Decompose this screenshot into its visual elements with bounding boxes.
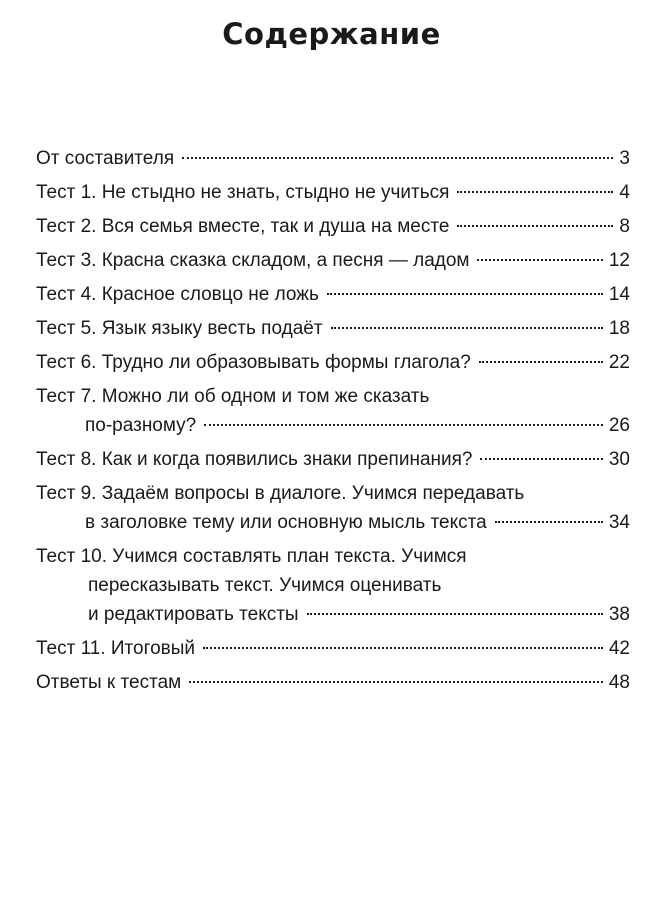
toc-entry-title: Тест 10. Учимся составлять план текста. Учимся [36, 546, 467, 567]
toc-entry-page: 14 [608, 284, 630, 305]
toc-entry-page: 42 [608, 638, 630, 659]
table-of-contents [36, 144, 630, 702]
toc-entry-page: 3 [619, 148, 630, 169]
toc-entry[interactable] [36, 178, 630, 212]
toc-entry-title: Тест 11. Итоговый [36, 638, 196, 659]
toc-entry-page: 22 [608, 352, 630, 373]
toc-entry-page: 8 [619, 216, 630, 237]
toc-entry[interactable] [36, 314, 630, 348]
toc-entry-page: 48 [608, 672, 630, 693]
toc-entry-title: От составителя [36, 148, 175, 169]
toc-entry-page: 38 [608, 604, 630, 625]
toc-entry-title: Тест 1. Не стыдно не знать, стыдно не учиться [36, 182, 450, 203]
toc-entry[interactable] [36, 246, 630, 280]
toc-entry-title-cont: пересказывать текст. Учимся оценивать [88, 575, 442, 596]
toc-entry[interactable] [36, 382, 630, 440]
toc-entry-title: Тест 9. Задаём вопросы в диалоге. Учимся передавать [36, 483, 525, 504]
toc-entry-page: 26 [608, 415, 630, 436]
toc-entry-page: 18 [608, 318, 630, 339]
dot-leader [457, 191, 613, 193]
toc-entry-page: 4 [619, 182, 630, 203]
toc-entry[interactable] [36, 668, 630, 702]
dot-leader [495, 521, 603, 523]
page-title: Содержание [222, 17, 441, 51]
dot-leader [331, 327, 603, 329]
dot-leader [204, 424, 603, 426]
toc-entry-title: Тест 2. Вся семья вместе, так и душа на месте [36, 216, 450, 237]
toc-entry-title: Тест 7. Можно ли об одном и том же сказать [36, 386, 430, 407]
toc-entry-page: 34 [608, 512, 630, 533]
dot-leader [479, 361, 603, 363]
dot-leader [480, 458, 602, 460]
dot-leader [477, 259, 602, 261]
dot-leader [307, 613, 603, 615]
toc-entry[interactable] [36, 212, 630, 246]
toc-entry-title: Тест 3. Красна сказка складом, а песня — ладом [36, 250, 470, 271]
toc-entry-title: Тест 8. Как и когда появились знаки препинания? [36, 449, 473, 470]
toc-entry[interactable] [36, 144, 630, 178]
toc-entry-title: Ответы к тестам [36, 672, 182, 693]
toc-entry-title-cont: по-разному? [85, 415, 197, 436]
toc-entry-page: 12 [608, 250, 630, 271]
dot-leader [189, 681, 603, 683]
toc-entry-title-cont: и редактировать тексты [88, 604, 299, 625]
toc-entry[interactable] [36, 542, 630, 629]
toc-entry[interactable] [36, 348, 630, 382]
dot-leader [457, 225, 613, 227]
toc-entry-title: Тест 4. Красное словцо не ложь [36, 284, 319, 305]
dot-leader [203, 647, 603, 649]
toc-entry[interactable] [36, 445, 630, 479]
toc-entry-title: Тест 6. Трудно ли образовывать формы глагола? [36, 352, 471, 373]
dot-leader [182, 157, 613, 159]
toc-entry-page: 30 [608, 449, 630, 470]
toc-entry-title: Тест 5. Язык языку весть подаёт [36, 318, 323, 339]
toc-entry-title-cont: в заголовке тему или основную мысль текста [85, 512, 487, 533]
toc-entry[interactable] [36, 479, 630, 537]
dot-leader [327, 293, 603, 295]
toc-entry[interactable] [36, 280, 630, 314]
toc-entry[interactable] [36, 634, 630, 668]
